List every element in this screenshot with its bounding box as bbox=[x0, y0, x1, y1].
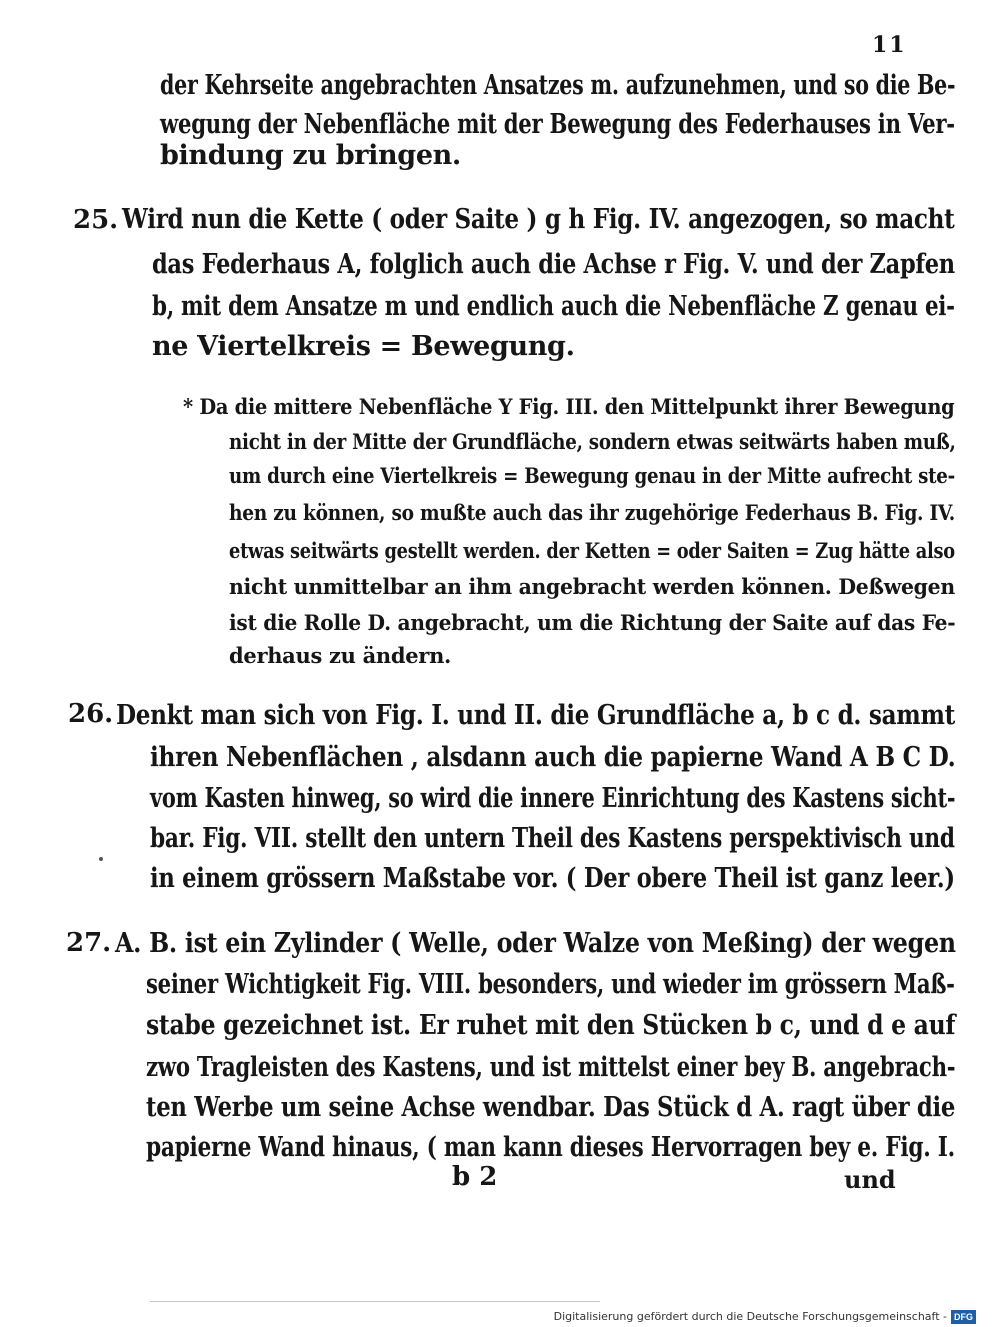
paragraph-number-27: 27. bbox=[66, 928, 112, 958]
paragraph-number-26: 26. bbox=[68, 699, 114, 729]
paragraph-27-line: A. B. ist ein Zylinder ( Welle, oder Walze von Meßing) der wegen bbox=[115, 928, 956, 959]
paragraph-27-line: stabe gezeichnet ist. Er ruhet mit den Stücken b c, und d e auf bbox=[146, 1010, 956, 1041]
paragraph-27-line: seiner Wichtigkeit Fig. VIII. besonders, und wieder im grössern Maß- bbox=[146, 969, 955, 1000]
footnote-line: ist die Rolle D. angebracht, um die Richtung der Saite auf das Fe- bbox=[229, 610, 956, 635]
footnote-line: hen zu können, so mußte auch das ihr zugehörige Federhaus B. Fig. IV. bbox=[229, 500, 956, 525]
paragraph-number-25: 25. bbox=[73, 205, 119, 235]
intro-line: der Kehrseite angebrachten Ansatzes m. aufzunehmen, und so die Be- bbox=[160, 70, 956, 101]
paragraph-25-line: das Federhaus A, folglich auch die Achse r Fig. V. und der Zapfen bbox=[152, 249, 955, 280]
intro-line: bindung zu bringen. bbox=[160, 140, 461, 171]
footnote-line: etwas seitwärts gestellt werden. der Ketten = oder Saiten = Zug hätte also bbox=[229, 538, 955, 563]
footnote-line: nicht in der Mitte der Grundfläche, sondern etwas seitwärts haben muß, bbox=[229, 429, 956, 454]
footnote-line: * Da die mittere Nebenfläche Y Fig. III. den Mittelpunkt ihrer Bewegung bbox=[183, 394, 955, 419]
paragraph-25-line: Wird nun die Kette ( oder Saite ) g h Fig. IV. angezogen, so macht bbox=[122, 204, 955, 235]
paragraph-26-line: vom Kasten hinweg, so wird die innere Einrichtung des Kastens sicht- bbox=[150, 783, 956, 814]
digitization-footer bbox=[554, 1309, 976, 1324]
paragraph-26-line: Denkt man sich von Fig. I. und II. die Grundfläche a, b c d. sammt bbox=[116, 700, 956, 731]
catchword: und bbox=[844, 1165, 896, 1194]
paragraph-26-line: ihren Nebenflächen , alsdann auch die papierne Wand A B C D. bbox=[150, 742, 956, 773]
stray-mark bbox=[99, 857, 103, 861]
dfg-logo-icon: DFG bbox=[951, 1310, 976, 1324]
paragraph-25-line: b, mit dem Ansatze m und endlich auch die Nebenfläche Z genau ei- bbox=[152, 291, 955, 322]
page-number: 11 bbox=[872, 32, 907, 58]
footer-text: Digitalisierung gefördert durch die Deutsche Forschungsgemeinschaft - bbox=[553, 1310, 947, 1323]
intro-line: wegung der Nebenfläche mit der Bewegung des Federhauses in Ver- bbox=[160, 109, 955, 140]
signature-mark: b 2 bbox=[452, 1162, 498, 1192]
footnote-line: derhaus zu ändern. bbox=[229, 643, 452, 668]
paragraph-27-line: ten Werbe um seine Achse wendbar. Das Stück d A. ragt über die bbox=[146, 1092, 956, 1123]
footnote-line: nicht unmittelbar an ihm angebracht werden können. Deßwegen bbox=[229, 574, 955, 599]
paragraph-27-line: papierne Wand hinaus, ( man kann dieses Hervorragen bey e. Fig. I. bbox=[146, 1132, 955, 1163]
footnote-line: um durch eine Viertelkreis = Bewegung genau in der Mitte aufrecht ste- bbox=[229, 463, 955, 488]
paragraph-27-line: zwo Tragleisten des Kastens, und ist mittelst einer bey B. angebrach- bbox=[146, 1052, 956, 1083]
paragraph-26-line: bar. Fig. VII. stellt den untern Theil des Kastens perspektivisch und bbox=[150, 823, 955, 854]
paragraph-26-line: in einem grössern Maßstabe vor. ( Der obere Theil ist ganz leer.) bbox=[150, 863, 955, 894]
paragraph-25-line: ne Viertelkreis = Bewegung. bbox=[152, 331, 575, 362]
footer-divider bbox=[150, 1301, 600, 1302]
